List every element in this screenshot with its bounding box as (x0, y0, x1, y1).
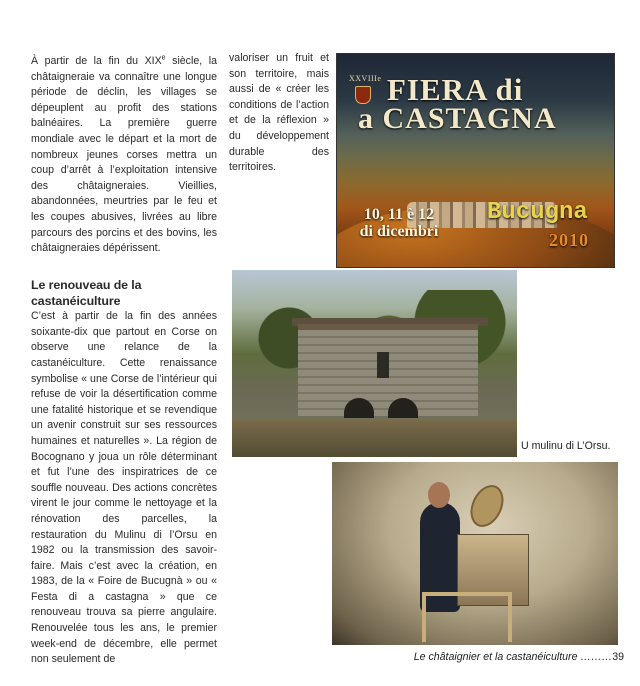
photo-frame (422, 592, 512, 642)
century-numeral: XIX (144, 55, 162, 67)
poster-dates-line2: di dicembri (359, 223, 439, 240)
renewal-section (31, 278, 217, 668)
mill-window (377, 352, 389, 378)
mill-ground (232, 420, 517, 457)
poster-year: 2010 (549, 230, 589, 250)
photo-sieve (464, 480, 510, 533)
footer-title: Le châtaignier et la castanéiculture (413, 651, 578, 663)
poster-title-line1: FIERA di (387, 72, 524, 107)
mill-caption: U mulinu di L’Orsu. (521, 440, 611, 452)
poster-dates (349, 206, 449, 240)
footer-dots: ……… (577, 651, 613, 663)
page-footer (414, 651, 624, 663)
intro-text-start: À partir de la fin du (31, 55, 145, 67)
photo-person-head (428, 482, 450, 508)
section-heading: Le renouveau de la castanéiculture (31, 278, 142, 308)
intro-paragraph-column (31, 54, 217, 257)
poster-town: Bucugna (487, 199, 588, 226)
continuation-column (229, 51, 329, 176)
poster-dates-line1: 10, 11 è 12 (363, 206, 435, 223)
continuation-paragraph: valoriser un fruit et son territoire, mais aussi de « créer les conditions de l’action et de la réflexion » du développement durable des territoires. (229, 52, 329, 174)
intro-paragraph (31, 54, 217, 257)
chestnut-worker-photo (332, 462, 618, 645)
section-body: C’est à partir de la fin des années soixante-dix que partout en Corse on observe une relance de la castanéiculture. Cette renaissance symbolise « une Corse de l’intérieur qui refuse de voir la désertification comme une fatalité historique et se revendique un avenir construit sur ses ressources humaines et naturelles ». La région de Bocognano y joua un rôle déterminant et fut l’une des inspiratrices de ce souffle nouveau. Des actions concrètes virent le jour comme le nettoyage et la rénovation des parcelles, la restauration du Mulinu di l’Orsu en 1982 ou la transmission des savoir-faire. Mais c’est avec la création, en 1983, de la « Foire de Bucugnà » ou « Festa di a castagna » que ce renouveau trouva sa pierre angulaire. Renouvelée tous les ans, le premier week-end de décembre, elle permet non seulement de (31, 310, 217, 666)
fiera-poster-image (336, 53, 615, 268)
poster-title-line2: a CASTAGNA (358, 102, 557, 135)
intro-text-rest: siècle, la châtaigneraie va connaître une longue période de déclin, les villages se dépeuplent au profit des stations balnéaires. La première guerre mondiale avec le départ et la mort de nombreux jeunes corses mettra un coup d’arrêt à l’exploitation intensive des châtaigneraies. Vieillies, abandonnées, meurtries par le feu et les coupes abusives, livrées au libre parcours des porcins et des bovins, les châtaigneraies dépérissent. (31, 55, 217, 255)
poster-edition: XXVIIIe (349, 74, 382, 83)
mill-photo (232, 270, 517, 457)
page-number: 39 (612, 651, 624, 663)
century-superscript: e (161, 54, 166, 62)
